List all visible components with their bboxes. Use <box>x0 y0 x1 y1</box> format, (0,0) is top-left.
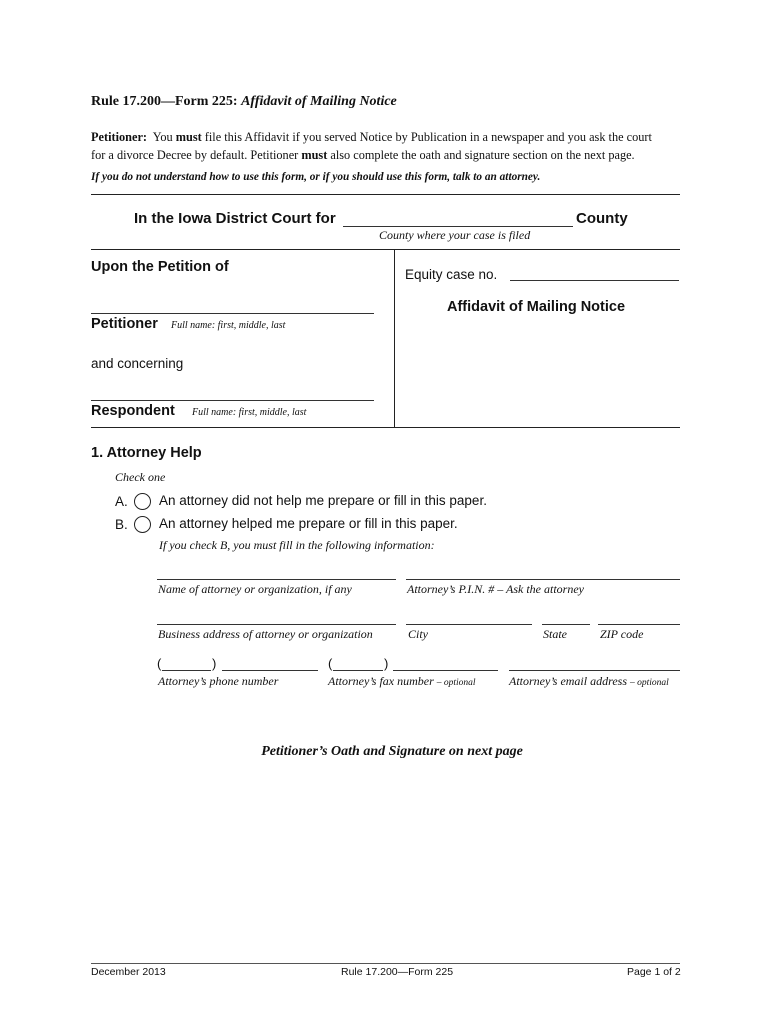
option-b-radio[interactable] <box>134 516 151 533</box>
attorney-name-input[interactable] <box>159 562 394 578</box>
header-divider <box>91 194 680 195</box>
caption-bottom-rule <box>91 427 680 428</box>
form-rule-title <box>91 94 397 110</box>
petitioner-hint: Full name: first, middle, last <box>171 320 286 331</box>
instructions-line-2: for a divorce Decree by default. Petitioner must also complete the oath and signature section on the next page. <box>91 148 635 162</box>
fax-area-underline <box>333 670 383 671</box>
city-label: City <box>408 627 428 641</box>
phone-number-underline <box>222 670 318 671</box>
footer-page-number: Page 1 of 2 <box>627 966 681 978</box>
address-input[interactable] <box>159 607 394 623</box>
fax-paren-open: ( <box>328 656 333 671</box>
county-input[interactable] <box>345 209 571 225</box>
upon-petition-label: Upon the Petition of <box>91 259 229 275</box>
respondent-label: Respondent <box>91 403 175 419</box>
footer-rule <box>91 963 680 964</box>
attorney-name-label: Name of attorney or organization, if any <box>158 582 352 596</box>
if-b-instruction: If you check B, you must fill in the following information: <box>159 538 435 552</box>
phone-paren-close: ) <box>212 656 217 671</box>
zip-input[interactable] <box>600 607 678 623</box>
city-underline <box>406 624 532 625</box>
fax-label: Attorney’s fax number – optional <box>328 674 476 688</box>
footer-form-id: Rule 17.200—Form 225 <box>341 966 454 978</box>
section-1-heading: 1. Attorney Help <box>91 445 202 461</box>
check-one-label: Check one <box>115 470 166 484</box>
phone-number-input[interactable] <box>224 654 316 670</box>
attorney-pin-input[interactable] <box>408 562 678 578</box>
state-input[interactable] <box>544 607 588 623</box>
caption-vertical-rule <box>394 249 395 427</box>
phone-paren-open: ( <box>157 656 162 671</box>
respondent-name-input[interactable] <box>93 383 372 399</box>
option-b-letter: B. <box>115 517 128 532</box>
footer-date: December 2013 <box>91 966 166 978</box>
court-prefix: In the Iowa District Court for <box>134 210 336 227</box>
attorney-name-underline <box>157 579 396 580</box>
attorney-warning: If you do not understand how to use this form, or if you should use this form, talk to an attorney. <box>91 171 541 183</box>
email-input[interactable] <box>511 654 678 670</box>
zip-underline <box>598 624 680 625</box>
phone-label: Attorney’s phone number <box>158 674 279 688</box>
email-underline <box>509 670 680 671</box>
petitioner-name-input[interactable] <box>93 296 372 312</box>
form-title: Affidavit of Mailing Notice <box>241 94 397 109</box>
equity-case-label: Equity case no. <box>405 267 498 282</box>
county-underline <box>343 226 573 227</box>
respondent-hint: Full name: first, middle, last <box>192 407 307 418</box>
state-label: State <box>543 627 567 641</box>
phone-area-input[interactable] <box>164 654 209 670</box>
and-concerning-label: and concerning <box>91 356 184 371</box>
city-input[interactable] <box>408 607 530 623</box>
phone-area-underline <box>162 670 211 671</box>
zip-label: ZIP code <box>600 627 644 641</box>
equity-case-input[interactable] <box>512 263 677 279</box>
continuation-note: Petitioner’s Oath and Signature on next page <box>261 744 523 759</box>
petitioner-name-underline <box>91 313 374 314</box>
attorney-pin-underline <box>406 579 680 580</box>
court-suffix: County <box>576 210 628 227</box>
address-label: Business address of attorney or organization <box>158 627 373 641</box>
option-b-text: An attorney helped me prepare or fill in this paper. <box>159 516 458 531</box>
fax-paren-close: ) <box>384 656 389 671</box>
rule-number: Rule 17.200—Form 225: <box>91 94 238 109</box>
option-a-text: An attorney did not help me prepare or fill in this paper. <box>159 493 487 508</box>
instructions <box>91 128 652 164</box>
fax-area-input[interactable] <box>335 654 381 670</box>
document-title: Affidavit of Mailing Notice <box>447 299 626 315</box>
fax-number-underline <box>393 670 498 671</box>
county-caption: County where your case is filed <box>379 228 531 242</box>
equity-case-underline <box>510 280 679 281</box>
state-underline <box>542 624 590 625</box>
attorney-pin-label: Attorney’s P.I.N. # – Ask the attorney <box>407 582 584 596</box>
petitioner-label: Petitioner <box>91 316 158 332</box>
respondent-name-underline <box>91 400 374 401</box>
option-a-radio[interactable] <box>134 493 151 510</box>
email-label: Attorney’s email address – optional <box>509 674 669 688</box>
address-underline <box>157 624 396 625</box>
instructions-line-1: Petitioner: You must file this Affidavit if you served Notice by Publication in a newspaper and you ask the court <box>91 130 652 144</box>
caption-top-rule <box>91 249 680 250</box>
fax-number-input[interactable] <box>395 654 496 670</box>
option-a-letter: A. <box>115 494 128 509</box>
